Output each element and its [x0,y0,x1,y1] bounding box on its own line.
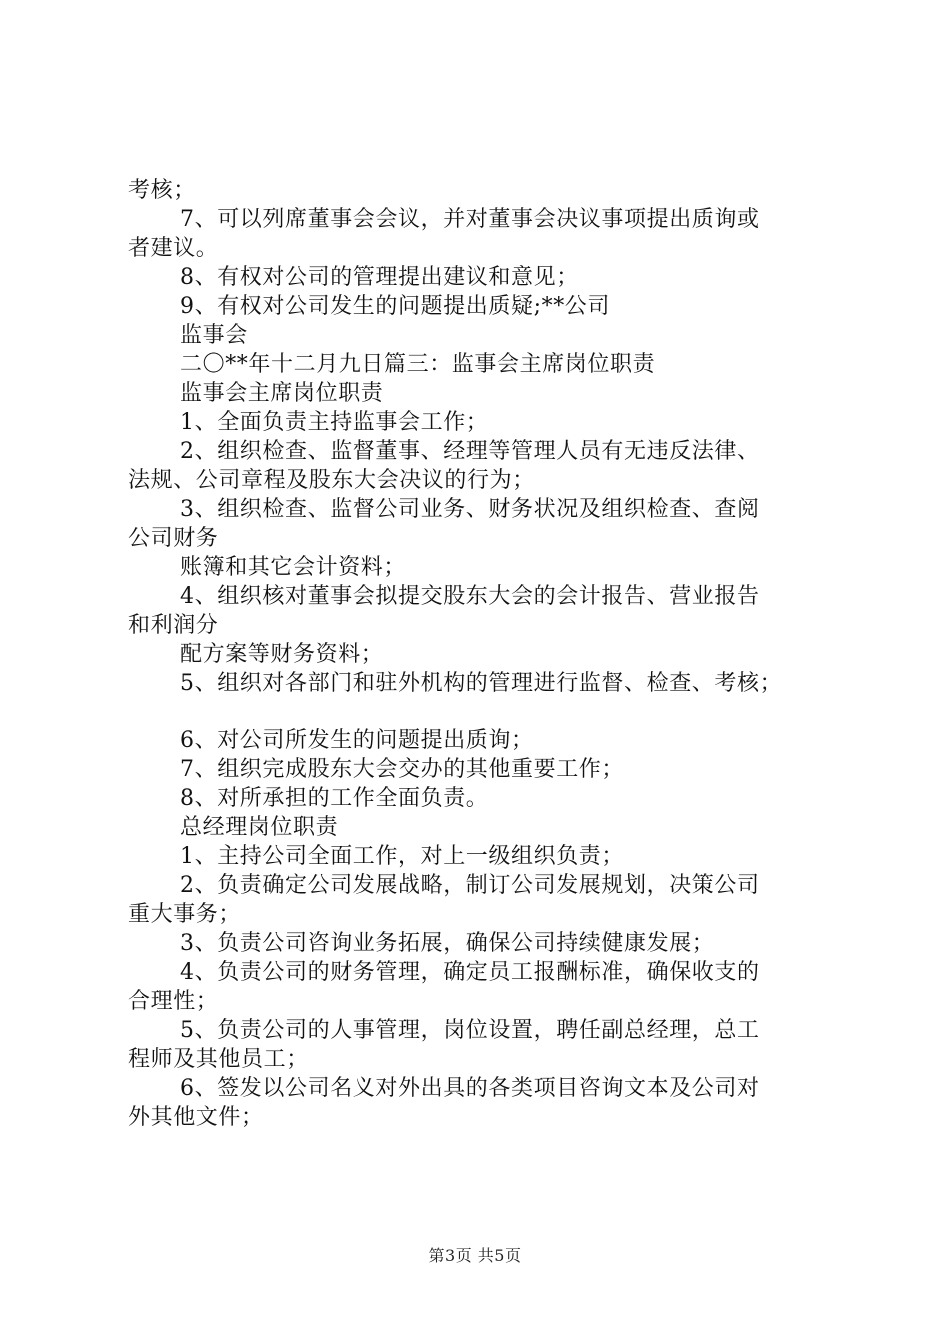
text-line: 二〇**年十二月九日篇三：监事会主席岗位职责 [180,352,656,377]
text-line: 5、组织对各部门和驻外机构的管理进行监督、检查、考核； [180,671,783,696]
text-line: 配方案等财务资料； [180,642,384,667]
text-line: 重大事务； [128,902,242,927]
text-line: 7、组织完成股东大会交办的其他重要工作； [180,757,624,782]
text-line: 考核； [128,178,196,203]
text-line: 7、可以列席董事会会议，并对董事会决议事项提出质询或 [180,207,760,232]
text-line: 1、全面负责主持监事会工作； [180,410,489,435]
text-line: 公司财务 [128,526,219,551]
text-line: 9、有权对公司发生的问题提出质疑;**公司 [180,294,611,319]
document-body [128,176,840,1132]
text-line: 8、对所承担的工作全面负责。 [180,786,489,811]
text-line: 4、组织核对董事会拟提交股东大会的会计报告、营业报告 [180,584,760,609]
text-line: 2、组织检查、监督董事、经理等管理人员有无违反法律、 [180,439,760,464]
text-line: 6、对公司所发生的问题提出质询； [180,728,534,753]
text-line: 1、主持公司全面工作，对上一级组织负责； [180,844,624,869]
text-line: 合理性； [128,989,219,1014]
text-line: 8、有权对公司的管理提出建议和意见； [180,265,579,290]
text-line: 法规、公司章程及股东大会决议的行为； [128,468,535,493]
text-line: 程师及其他员工； [128,1047,309,1072]
text-line: 5、负责公司的人事管理，岗位设置，聘任副总经理，总工 [180,1018,760,1043]
section-heading: 总经理岗位职责 [180,815,339,840]
blank-line [128,698,840,726]
text-line: 4、负责公司的财务管理，确定员工报酬标准，确保收支的 [180,960,760,985]
text-line: 外其他文件； [128,1105,264,1130]
page-footer [0,1243,950,1266]
text-line: 监事会 [180,323,248,348]
text-line: 3、负责公司咨询业务拓展，确保公司持续健康发展； [180,931,715,956]
section-heading: 监事会主席岗位职责 [180,381,384,406]
text-line: 3、组织检查、监督公司业务、财务状况及组织检查、查阅 [180,497,760,522]
text-line: 2、负责确定公司发展战略，制订公司发展规划，决策公司 [180,873,760,898]
text-line: 者建议。 [128,236,219,261]
text-line: 和利润分 [128,613,219,638]
text-line: 6、签发以公司名义对外出具的各类项目咨询文本及公司对 [180,1076,760,1101]
page-number: 第3页 共5页 [428,1246,522,1265]
text-line: 账簿和其它会计资料； [180,555,407,580]
